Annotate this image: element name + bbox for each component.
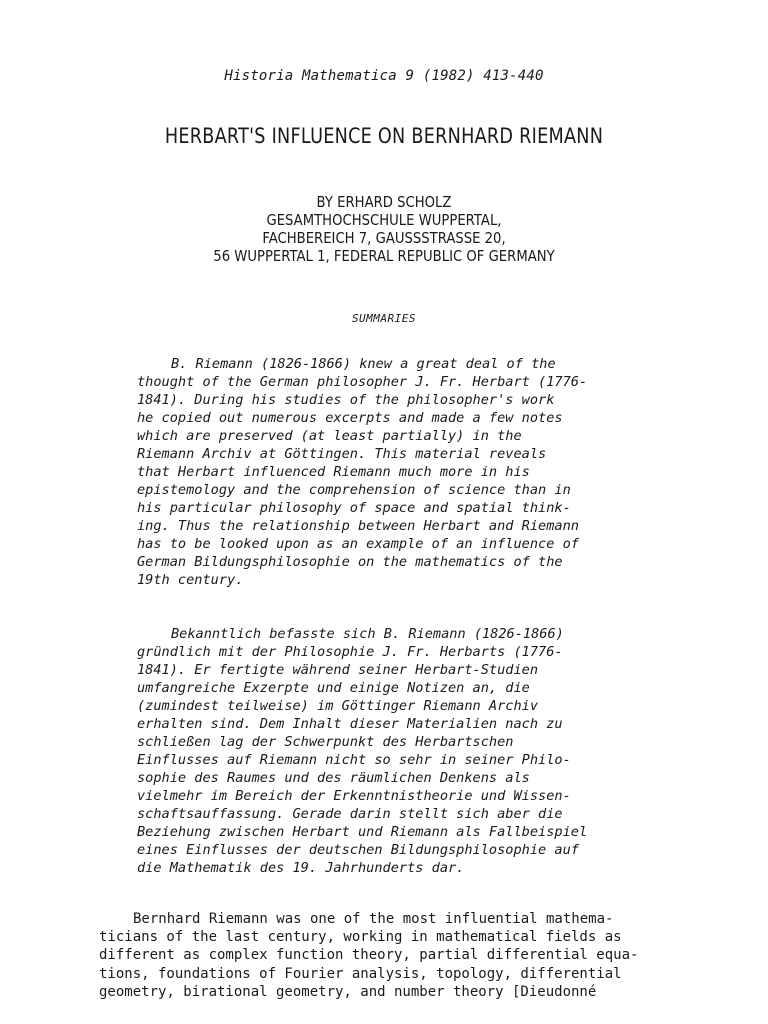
summary-line: schließen lag der Schwerpunkt des Herbartschen [137,734,514,750]
summary-line: eines Einflusses der deutschen Bildungsphilosophie auf [137,842,579,858]
summary-line: 1841). During his studies of the philosopher's work [137,392,555,408]
summary-line: gründlich mit der Philosophie J. Fr. Herbarts (1776- [137,644,563,660]
paper-title: HERBART'S INFLUENCE ON BERNHARD RIEMANN [164,124,604,148]
summary-line: 1841). Er fertigte während seiner Herbart-Studien [137,662,539,678]
summary-line: Riemann Archiv at Göttingen. This material reveals [137,446,547,462]
summary-line: which are preserved (at least partially) in the [137,428,522,444]
body-line: geometry, birational geometry, and number theory [Dieudonné [99,983,597,1000]
summary-line: vielmehr im Bereich der Erkenntnistheorie und Wissen- [137,788,571,804]
summary-line: his particular philosophy of space and spatial think- [137,500,571,516]
summary-line: that Herbart influenced Riemann much more in his [137,464,530,480]
summary-line: Einflusses auf Riemann nicht so sehr in seiner Philo- [137,752,571,768]
summary-line: schaftsauffassung. Gerade darin stellt sich aber die [137,806,563,822]
summary-line: has to be looked upon as an example of an influence of [137,536,579,552]
body-line: ticians of the last century, working in mathematical fields as [99,929,622,946]
body-paragraph [99,910,659,1001]
summary-line: Bekanntlich befasste sich B. Riemann (1826-1866) [171,626,564,642]
summary-line: epistemology and the comprehension of science than in [137,482,571,498]
summary-line: 19th century. [137,572,244,588]
summary-line: German Bildungsphilosophie on the mathematics of the [137,554,563,570]
summary-line: (zumindest teilweise) im Göttinger Riemann Archiv [137,698,539,714]
english-summary [137,355,657,589]
journal-citation: Historia Mathematica 9 (1982) 413-440 [224,68,544,84]
summary-line: die Mathematik des 19. Jahrhunderts dar. [137,860,465,876]
summary-line: erhalten sind. Dem Inhalt dieser Materialien nach zu [137,716,563,732]
author-line: 56 WUPPERTAL 1, FEDERAL REPUBLIC OF GERMANY [213,247,555,265]
author-affiliation [46,193,722,265]
summary-line: thought of the German philosopher J. Fr. Herbart (1776- [137,374,588,390]
summaries-heading: SUMMARIES [351,312,417,325]
body-line: different as complex function theory, partial differential equa- [99,947,639,964]
summary-line: sophie des Raumes und des räumlichen Denkens als [137,770,530,786]
summary-line: B. Riemann (1826-1866) knew a great deal of the [171,356,556,372]
german-summary [137,625,657,877]
summary-line: umfangreiche Exzerpte und einige Notizen an, die [137,680,530,696]
author-line: FACHBEREICH 7, GAUSSSTRASSE 20, [262,229,506,247]
author-line: BY ERHARD SCHOLZ [316,193,452,211]
summary-line: he copied out numerous excerpts and made a few notes [137,410,563,426]
body-line: tions, foundations of Fourier analysis, topology, differential [99,965,622,982]
summary-line: Beziehung zwischen Herbart und Riemann als Fallbeispiel [137,824,588,840]
summary-line: ing. Thus the relationship between Herbart and Riemann [137,518,579,534]
author-line: GESAMTHOCHSCHULE WUPPERTAL, [266,211,502,229]
body-line: Bernhard Riemann was one of the most influential mathema- [133,911,614,927]
